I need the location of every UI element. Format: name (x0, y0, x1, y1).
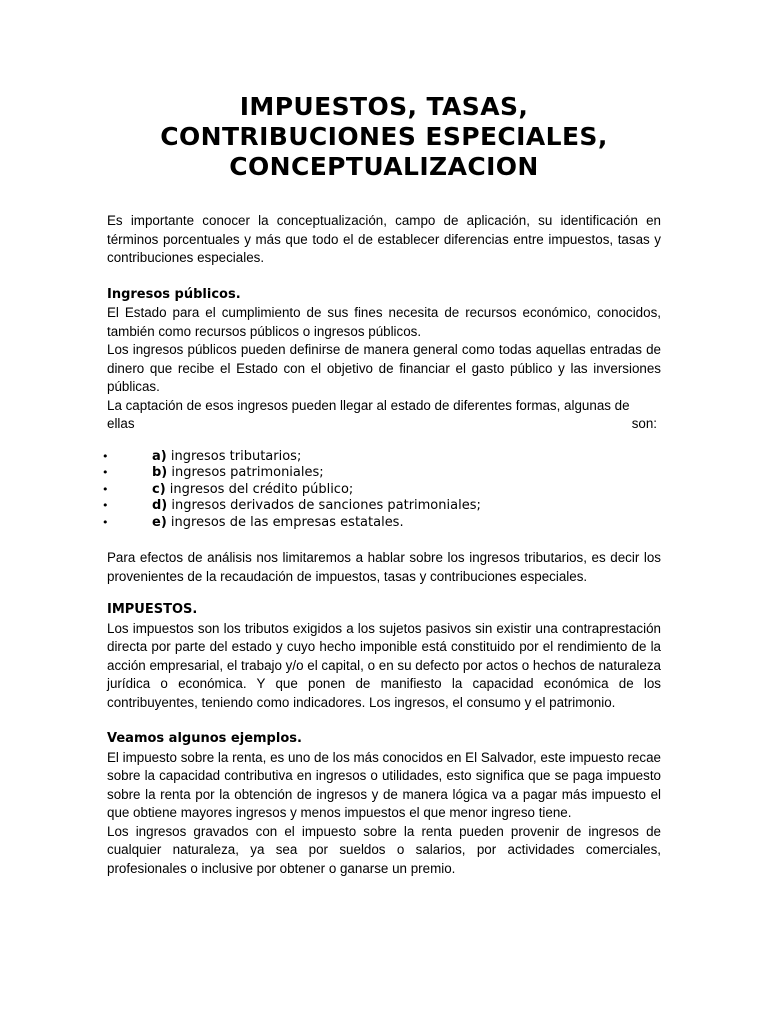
bullet-icon: • (102, 449, 109, 463)
list-item (102, 481, 661, 499)
document-title (107, 92, 661, 182)
paragraph-last-line (107, 415, 661, 434)
list-item-letter: c) (152, 481, 166, 497)
paragraph-text: La captación de esos ingresos pueden llegar al estado de diferentes formas, algunas de (107, 397, 630, 413)
list-item-letter: b) (152, 465, 168, 480)
paragraph-word: son: (631, 416, 657, 431)
section-heading-impuestos: IMPUESTOS. (107, 602, 198, 617)
list-item-letter: a) (152, 448, 167, 464)
paragraph: Los ingresos gravados con el impuesto sobre la renta pueden provenir de ingresos de cualquier naturaleza, ya sea por sueldos o salarios, por actividades comerciales, profesionales o inclusive por obtener o ganarse un premio. (107, 823, 661, 876)
bullet-icon: • (102, 466, 109, 479)
paragraph: El Estado para el cumplimiento de sus fines necesita de recursos económico, conocidos, también como recursos públicos o ingresos públicos. (107, 305, 661, 339)
section-heading-ejemplos: Veamos algunos ejemplos. (107, 731, 302, 746)
document-body (102, 212, 661, 878)
list-item-text: ingresos de las empresas estatales. (170, 514, 404, 530)
list-item-letter: e) (152, 514, 167, 530)
paragraph (107, 397, 661, 434)
bullet-icon: • (102, 482, 109, 496)
list-item-letter: d) (152, 498, 168, 513)
paragraph: El impuesto sobre la renta, es uno de los más conocidos en El Salvador, este impuesto recae sobre la capacidad contributiva en ingresos o utilidades, esto significa que se paga impuesto sobre la renta por la obtención de ingresos y de manera lógica va a pagar más impuesto el que obtiene mayores ingresos y menos impuestos el que menor ingreso tiene. (107, 749, 661, 820)
title-line-2: CONTRIBUCIONES ESPECIALES, (160, 122, 608, 151)
bullet-icon: • (102, 499, 109, 512)
paragraph: Los ingresos públicos pueden definirse de manera general como todas aquellas entradas de dinero que recibe el Estado con el objetivo de financiar el gasto público y las inversiones públicas. (107, 342, 661, 394)
list-item-text: ingresos derivados de sanciones patrimoniales; (171, 498, 481, 513)
list-item (102, 514, 661, 532)
list-item-text: ingresos tributarios; (170, 448, 302, 464)
list-item (102, 498, 661, 515)
paragraph-word: ellas (107, 416, 135, 431)
intro-paragraph: Es importante conocer la conceptualización, campo de aplicación, su identificación en términos porcentuales y más que todo el de establecer diferencias entre impuestos, tasas y contribuciones especiales. (107, 213, 661, 265)
title-line-3: CONCEPTUALIZACION (229, 152, 539, 181)
list-item-text: ingresos patrimoniales; (171, 465, 324, 480)
ingresos-list (102, 448, 661, 532)
list-item (102, 465, 661, 482)
title-line-1: IMPUESTOS, TASAS, (239, 92, 529, 121)
list-item-text: ingresos del crédito público; (169, 481, 354, 497)
list-item (102, 448, 661, 466)
paragraph: Los impuestos son los tributos exigidos a los sujetos pasivos sin existir una contraprestación directa por parte del estado y cuyo hecho imponible está constituido por el rendimiento de la acción empresarial, el trabajo y/o el capital, o en su defecto por actos o hechos de naturaleza jurídica o económica. Y que ponen de manifiesto la capacidad económica de los contribuyentes, teniendo como indicadores. Los ingresos, el consumo y el patrimonio. (107, 620, 661, 710)
section-heading-ingresos: Ingresos públicos. (107, 286, 241, 302)
paragraph: Para efectos de análisis nos limitaremos a hablar sobre los ingresos tributarios, es decir los provenientes de la recaudación de impuestos, tasas y contribuciones especiales. (107, 550, 661, 584)
bullet-icon: • (102, 515, 109, 529)
